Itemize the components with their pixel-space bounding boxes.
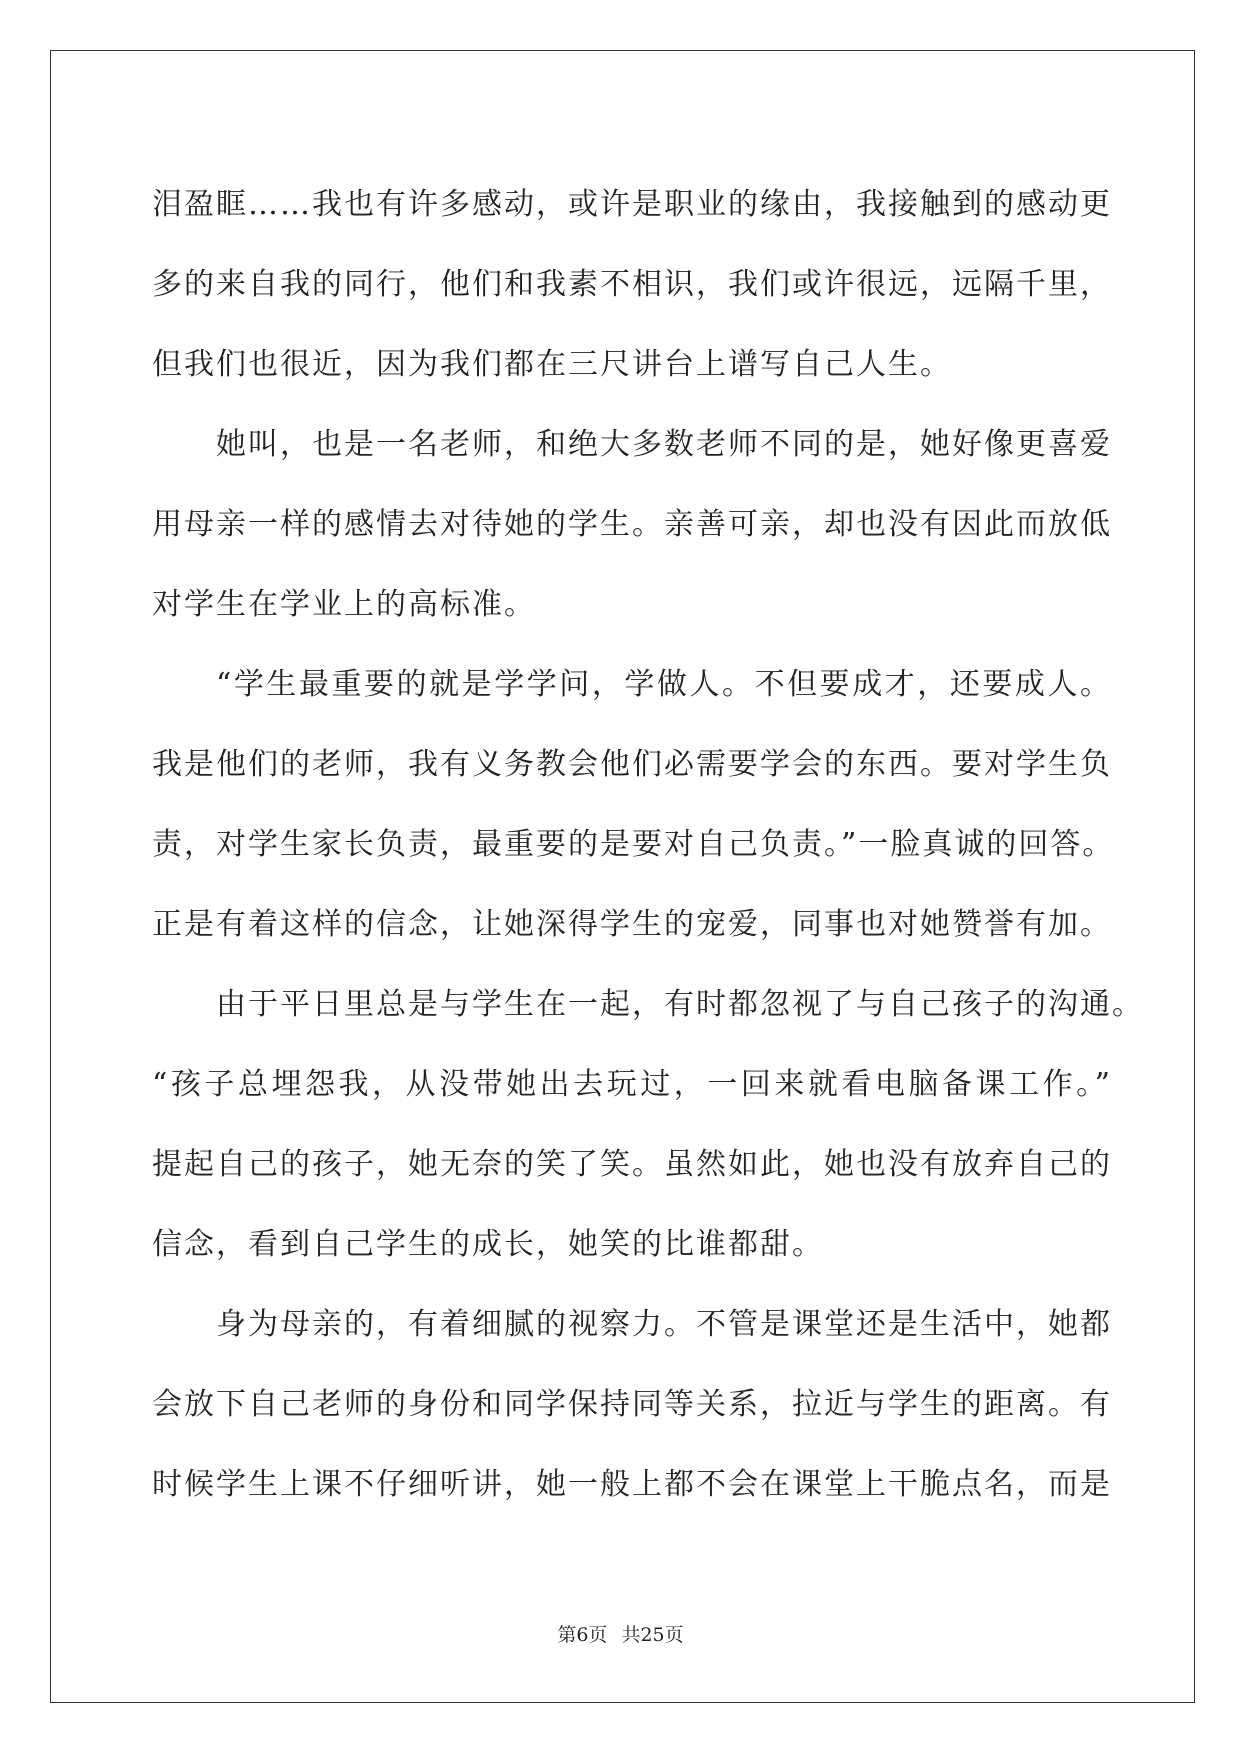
page-footer — [0, 1620, 1241, 1647]
text-line: 责，对学生家长负责，最重要的是要对自己负责。”一脸真诚的回答。 — [152, 827, 1115, 862]
text-line: 泪盈眶……我也有许多感动，或许是职业的缘由，我接触到的感动更 — [152, 187, 1112, 222]
text-line: “学生最重要的就是学学问，学做人。不但要成才，还要成人。 — [216, 667, 1112, 702]
text-line: 但我们也很近，因为我们都在三尺讲台上谱写自己人生。 — [152, 347, 952, 382]
total-pages: 共25页 — [621, 1624, 684, 1646]
text-line: 多的来自我的同行，他们和我素不相识，我们或许很远，远隔千里， — [152, 267, 1112, 302]
text-line: 时候学生上课不仔细听讲，她一般上都不会在课堂上干脆点名，而是 — [152, 1467, 1112, 1502]
text-line: 由于平日里总是与学生在一起，有时都忽视了与自己孩子的沟通。 — [216, 987, 1144, 1022]
text-line: 用母亲一样的感情去对待她的学生。亲善可亲，却也没有因此而放低 — [152, 507, 1112, 542]
document-body — [152, 165, 1144, 1525]
text-line: 会放下自己老师的身份和同学保持同等关系，拉近与学生的距离。有 — [152, 1387, 1112, 1422]
text-line: 身为母亲的，有着细腻的视察力。不管是课堂还是生活中，她都 — [216, 1307, 1112, 1342]
text-line: “孩子总埋怨我，从没带她出去玩过，一回来就看电脑备课工作。” — [152, 1067, 1112, 1102]
text-line: 对学生在学业上的高标准。 — [152, 587, 536, 622]
page-number: 第6页 — [557, 1624, 608, 1646]
text-line: 我是他们的老师，我有义务教会他们必需要学会的东西。要对学生负 — [152, 747, 1112, 782]
text-line: 信念，看到自己学生的成长，她笑的比谁都甜。 — [152, 1227, 824, 1262]
text-line: 她叫，也是一名老师，和绝大多数老师不同的是，她好像更喜爱 — [216, 427, 1112, 462]
text-line: 正是有着这样的信念，让她深得学生的宠爱，同事也对她赞誉有加。 — [152, 907, 1112, 942]
text-line: 提起自己的孩子，她无奈的笑了笑。虽然如此，她也没有放弃自己的 — [152, 1147, 1112, 1182]
